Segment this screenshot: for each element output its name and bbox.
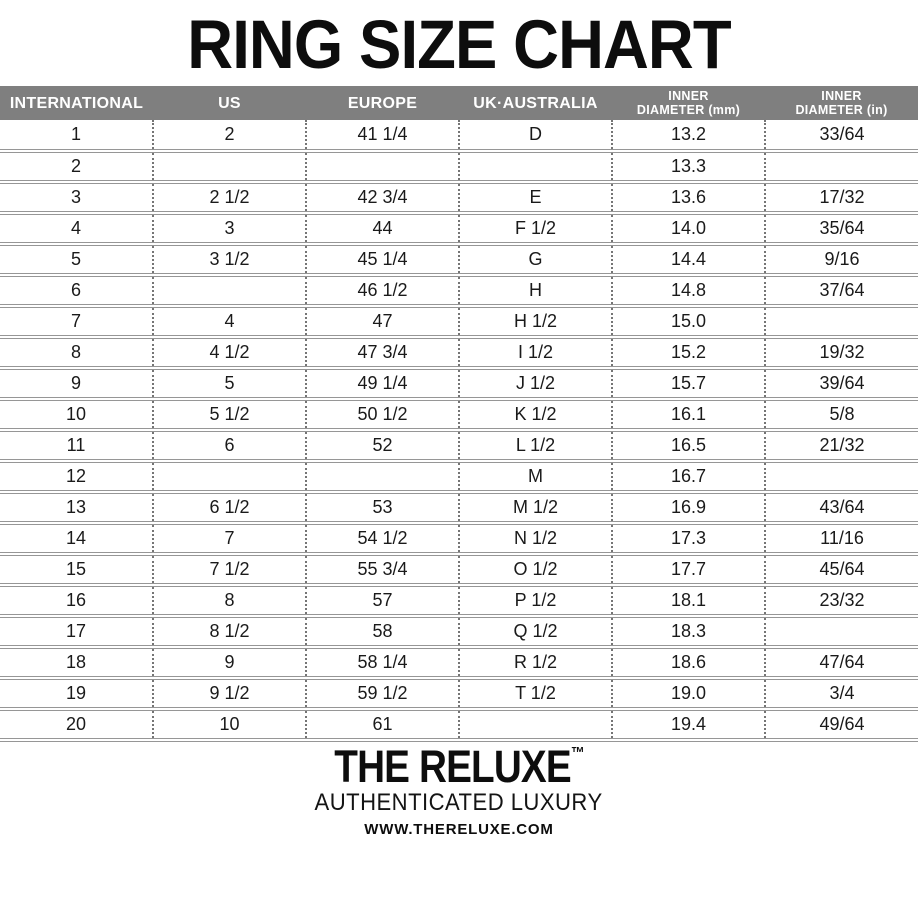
column-header-label: INNER bbox=[668, 89, 709, 103]
cell-inner-diameter-mm: 14.4 bbox=[612, 244, 765, 275]
column-header-label: EUROPE bbox=[347, 94, 418, 112]
cell-uk-australia: N 1/2 bbox=[459, 523, 612, 554]
cell-inner-diameter-mm: 18.1 bbox=[612, 585, 765, 616]
cell-international: 13 bbox=[0, 492, 153, 523]
cell-inner-diameter-in: 5/8 bbox=[765, 399, 918, 430]
cell-europe: 42 3/4 bbox=[306, 182, 459, 213]
cell-uk-australia: R 1/2 bbox=[459, 647, 612, 678]
website-url: WWW.THERELUXE.COM bbox=[364, 821, 554, 838]
cell-us: 3 bbox=[153, 213, 306, 244]
cell-uk-australia: H bbox=[459, 275, 612, 306]
table-row bbox=[0, 306, 918, 337]
cell-europe: 57 bbox=[306, 585, 459, 616]
table-row bbox=[0, 120, 918, 151]
cell-inner-diameter-mm: 17.7 bbox=[612, 554, 765, 585]
cell-international: 5 bbox=[0, 244, 153, 275]
cell-inner-diameter-mm: 16.7 bbox=[612, 461, 765, 492]
cell-us: 3 1/2 bbox=[153, 244, 306, 275]
table-row bbox=[0, 461, 918, 492]
column-header-label: INNER bbox=[821, 89, 862, 103]
column-header-inner-diameter-mm bbox=[612, 86, 765, 120]
page-title: RING SIZE CHART bbox=[187, 6, 731, 83]
cell-inner-diameter-mm: 19.0 bbox=[612, 678, 765, 709]
cell-inner-diameter-in: 45/64 bbox=[765, 554, 918, 585]
table-row bbox=[0, 399, 918, 430]
cell-uk-australia: F 1/2 bbox=[459, 213, 612, 244]
table-row bbox=[0, 554, 918, 585]
cell-inner-diameter-in: 35/64 bbox=[765, 213, 918, 244]
cell-international: 20 bbox=[0, 709, 153, 740]
trademark-symbol: ™ bbox=[570, 745, 584, 762]
cell-international: 15 bbox=[0, 554, 153, 585]
cell-europe: 50 1/2 bbox=[306, 399, 459, 430]
cell-us: 8 bbox=[153, 585, 306, 616]
cell-inner-diameter-in: 39/64 bbox=[765, 368, 918, 399]
cell-international: 17 bbox=[0, 616, 153, 647]
cell-international: 4 bbox=[0, 213, 153, 244]
cell-international: 9 bbox=[0, 368, 153, 399]
cell-international: 16 bbox=[0, 585, 153, 616]
cell-europe: 58 1/4 bbox=[306, 647, 459, 678]
cell-uk-australia: O 1/2 bbox=[459, 554, 612, 585]
cell-europe bbox=[306, 151, 459, 182]
cell-europe: 55 3/4 bbox=[306, 554, 459, 585]
cell-inner-diameter-mm: 13.3 bbox=[612, 151, 765, 182]
cell-inner-diameter-mm: 16.1 bbox=[612, 399, 765, 430]
cell-inner-diameter-mm: 16.5 bbox=[612, 430, 765, 461]
column-header-sublabel: DIAMETER (mm) bbox=[636, 103, 741, 117]
cell-us: 10 bbox=[153, 709, 306, 740]
cell-uk-australia: K 1/2 bbox=[459, 399, 612, 430]
cell-europe: 59 1/2 bbox=[306, 678, 459, 709]
brand-tagline: AUTHENTICATED LUXURY bbox=[314, 789, 604, 816]
cell-us: 6 1/2 bbox=[153, 492, 306, 523]
cell-us: 5 bbox=[153, 368, 306, 399]
cell-uk-australia: Q 1/2 bbox=[459, 616, 612, 647]
cell-uk-australia: P 1/2 bbox=[459, 585, 612, 616]
column-header-europe bbox=[306, 86, 459, 120]
cell-inner-diameter-in: 43/64 bbox=[765, 492, 918, 523]
cell-uk-australia: M 1/2 bbox=[459, 492, 612, 523]
table-row bbox=[0, 585, 918, 616]
cell-uk-australia: L 1/2 bbox=[459, 430, 612, 461]
cell-europe: 47 bbox=[306, 306, 459, 337]
cell-international: 2 bbox=[0, 151, 153, 182]
cell-us: 2 bbox=[153, 120, 306, 151]
table-row bbox=[0, 213, 918, 244]
cell-europe: 53 bbox=[306, 492, 459, 523]
cell-us: 5 1/2 bbox=[153, 399, 306, 430]
cell-uk-australia: H 1/2 bbox=[459, 306, 612, 337]
cell-uk-australia: T 1/2 bbox=[459, 678, 612, 709]
cell-international: 10 bbox=[0, 399, 153, 430]
cell-inner-diameter-in: 49/64 bbox=[765, 709, 918, 740]
table-row bbox=[0, 182, 918, 213]
cell-international: 6 bbox=[0, 275, 153, 306]
cell-inner-diameter-in: 17/32 bbox=[765, 182, 918, 213]
cell-uk-australia: J 1/2 bbox=[459, 368, 612, 399]
cell-inner-diameter-in bbox=[765, 616, 918, 647]
cell-us: 7 1/2 bbox=[153, 554, 306, 585]
table-body bbox=[0, 120, 918, 740]
cell-europe: 49 1/4 bbox=[306, 368, 459, 399]
cell-international: 3 bbox=[0, 182, 153, 213]
cell-inner-diameter-in: 21/32 bbox=[765, 430, 918, 461]
cell-inner-diameter-in: 23/32 bbox=[765, 585, 918, 616]
column-header-sublabel: DIAMETER (in) bbox=[795, 103, 888, 117]
table-row bbox=[0, 647, 918, 678]
cell-international: 1 bbox=[0, 120, 153, 151]
table-row bbox=[0, 523, 918, 554]
cell-uk-australia: G bbox=[459, 244, 612, 275]
brand-name: THE RELUXE bbox=[334, 741, 571, 792]
column-header-label: US bbox=[218, 94, 241, 112]
cell-inner-diameter-in: 3/4 bbox=[765, 678, 918, 709]
cell-europe: 52 bbox=[306, 430, 459, 461]
cell-international: 12 bbox=[0, 461, 153, 492]
table-row bbox=[0, 244, 918, 275]
cell-inner-diameter-mm: 14.0 bbox=[612, 213, 765, 244]
cell-inner-diameter-mm: 18.3 bbox=[612, 616, 765, 647]
header-row bbox=[0, 86, 918, 120]
cell-inner-diameter-mm: 13.6 bbox=[612, 182, 765, 213]
cell-us: 4 1/2 bbox=[153, 337, 306, 368]
cell-us bbox=[153, 275, 306, 306]
cell-inner-diameter-mm: 17.3 bbox=[612, 523, 765, 554]
cell-inner-diameter-mm: 15.2 bbox=[612, 337, 765, 368]
cell-europe: 46 1/2 bbox=[306, 275, 459, 306]
cell-inner-diameter-in: 47/64 bbox=[765, 647, 918, 678]
cell-international: 14 bbox=[0, 523, 153, 554]
column-header-inner-diameter-in bbox=[765, 86, 918, 120]
cell-us: 9 1/2 bbox=[153, 678, 306, 709]
cell-inner-diameter-mm: 19.4 bbox=[612, 709, 765, 740]
cell-europe: 61 bbox=[306, 709, 459, 740]
cell-us: 4 bbox=[153, 306, 306, 337]
cell-inner-diameter-mm: 18.6 bbox=[612, 647, 765, 678]
table-row bbox=[0, 678, 918, 709]
cell-inner-diameter-mm: 13.2 bbox=[612, 120, 765, 151]
cell-inner-diameter-in: 9/16 bbox=[765, 244, 918, 275]
cell-inner-diameter-in bbox=[765, 306, 918, 337]
cell-uk-australia: D bbox=[459, 120, 612, 151]
cell-inner-diameter-in: 19/32 bbox=[765, 337, 918, 368]
cell-international: 11 bbox=[0, 430, 153, 461]
cell-us: 7 bbox=[153, 523, 306, 554]
cell-us bbox=[153, 151, 306, 182]
table-row bbox=[0, 275, 918, 306]
cell-inner-diameter-mm: 16.9 bbox=[612, 492, 765, 523]
brand-footer bbox=[0, 742, 918, 918]
table-row bbox=[0, 616, 918, 647]
cell-inner-diameter-mm: 15.0 bbox=[612, 306, 765, 337]
cell-inner-diameter-mm: 15.7 bbox=[612, 368, 765, 399]
cell-uk-australia bbox=[459, 709, 612, 740]
cell-europe: 54 1/2 bbox=[306, 523, 459, 554]
table-row bbox=[0, 337, 918, 368]
cell-europe: 45 1/4 bbox=[306, 244, 459, 275]
column-header-label: INTERNATIONAL bbox=[9, 94, 144, 112]
table-row bbox=[0, 709, 918, 740]
column-header-label: UK·AUSTRALIA bbox=[473, 94, 598, 112]
cell-us: 9 bbox=[153, 647, 306, 678]
cell-inner-diameter-in: 33/64 bbox=[765, 120, 918, 151]
ring-size-table bbox=[0, 86, 918, 742]
cell-europe: 47 3/4 bbox=[306, 337, 459, 368]
cell-us: 8 1/2 bbox=[153, 616, 306, 647]
cell-inner-diameter-in bbox=[765, 151, 918, 182]
cell-international: 7 bbox=[0, 306, 153, 337]
cell-international: 19 bbox=[0, 678, 153, 709]
column-header-us bbox=[153, 86, 306, 120]
cell-europe: 41 1/4 bbox=[306, 120, 459, 151]
column-header-uk-australia bbox=[459, 86, 612, 120]
cell-us bbox=[153, 461, 306, 492]
table-row bbox=[0, 492, 918, 523]
cell-europe: 58 bbox=[306, 616, 459, 647]
cell-inner-diameter-in: 37/64 bbox=[765, 275, 918, 306]
cell-us: 2 1/2 bbox=[153, 182, 306, 213]
cell-uk-australia: E bbox=[459, 182, 612, 213]
cell-inner-diameter-in bbox=[765, 461, 918, 492]
table-row bbox=[0, 368, 918, 399]
column-header-international bbox=[0, 86, 153, 120]
cell-uk-australia: M bbox=[459, 461, 612, 492]
cell-uk-australia: I 1/2 bbox=[459, 337, 612, 368]
cell-europe: 44 bbox=[306, 213, 459, 244]
table-row bbox=[0, 151, 918, 182]
cell-international: 8 bbox=[0, 337, 153, 368]
table-header bbox=[0, 86, 918, 120]
cell-europe bbox=[306, 461, 459, 492]
table-row bbox=[0, 430, 918, 461]
cell-uk-australia bbox=[459, 151, 612, 182]
cell-us: 6 bbox=[153, 430, 306, 461]
brand-logo bbox=[334, 741, 584, 792]
cell-international: 18 bbox=[0, 647, 153, 678]
cell-inner-diameter-in: 11/16 bbox=[765, 523, 918, 554]
cell-inner-diameter-mm: 14.8 bbox=[612, 275, 765, 306]
